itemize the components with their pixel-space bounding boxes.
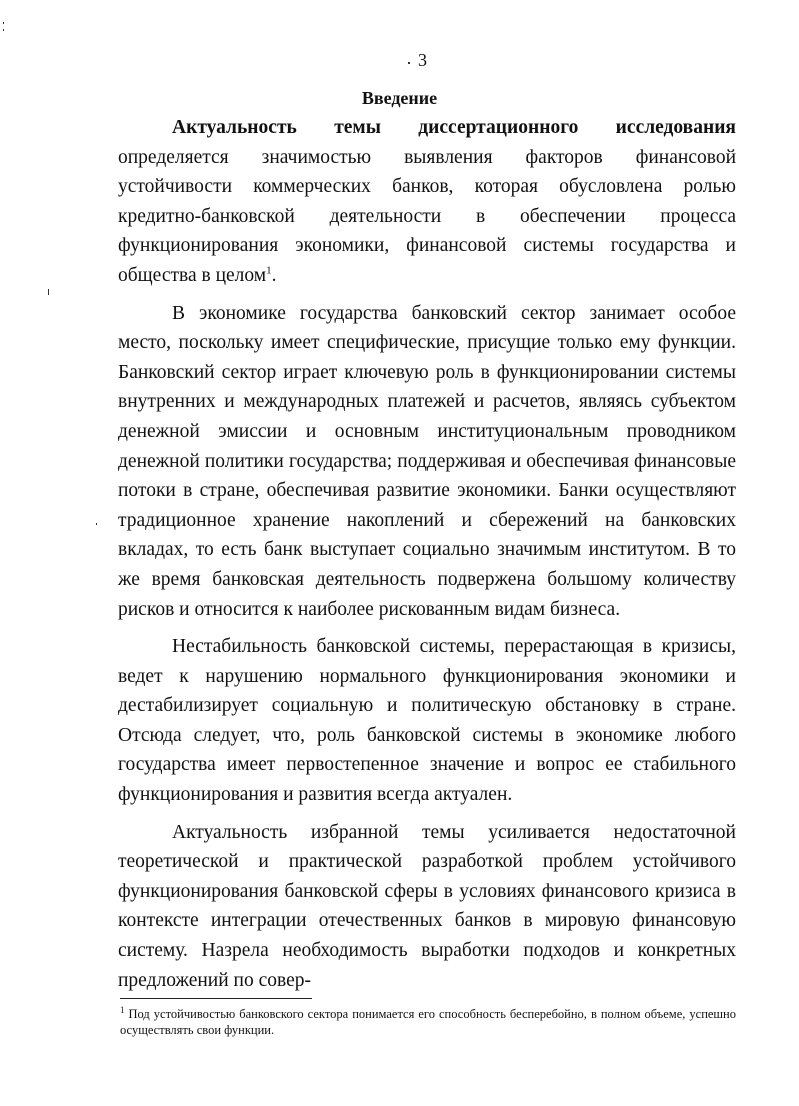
footnote [120,1006,736,1038]
footnote-text: Под устойчивостью банковского сектора понимается его способность бесперебойно, в полном объеме, успешно осуществлять свои функции. [120,1007,736,1037]
paragraph-text: определяется значимостью выявления факторов финансовой устойчивости коммерческих банков, которая обусловлена ролью кредитно-банковской деятельности в обеспечении процесса функционирования экономики, финансовой системы государства и общества в целом [118,146,736,286]
footnote-reference[interactable]: 1 [266,264,272,277]
section-heading: Введение [361,88,438,108]
scan-speck [96,523,97,525]
paragraph-tail: . [271,264,277,286]
scan-speck [3,22,4,24]
page-number: 3 [418,50,427,70]
scan-speck [48,289,49,295]
paragraph-banking-sector: В экономике государства банковский сектор занимает особое место, поскольку имеет специфические, присущие только ему функции. Банковский сектор играет ключевую роль в функционировании системы внутренних и международных платежей и расчетов, являясь субъектом денежной эмиссии и основным институциональным проводником денежной политики государства; поддерживая и обеспечивая финансовые потоки в стране, обеспечивая развитие экономики. Банки осуществляют традиционное хранение накоплений и сбережений на банковских вкладах, то есть банк выступает социально значимым институтом. В то же время банковская деятельность подвержена большому количеству рисков и относится к наиболее рискованным видам бизнеса. [118,302,736,620]
paragraph-topic-relevance: Актуальность избранной темы усиливается недостаточной теоретической и практической разработкой проблем устойчивого функционирования банковской сферы в условиях финансового кризиса в контексте интеграции отечественных банков в мировую финансовую систему. Назрела необходимость выработки подходов и конкретных предложений по совер- [118,821,736,991]
paragraph-instability: Нестабильность банковской системы, перерастающая в кризисы, ведет к нарушению нормального функционирования экономики и дестабилизирует социальную и политическую обстановку в стране. Отсюда следует, что, роль банковской системы в экономике любого государства имеет первостепенное значение и вопрос ее стабильного функционирования и развития всегда актуален. [118,636,736,806]
footnote-number: 1 [120,1004,125,1015]
paragraph-relevance [118,113,736,291]
paragraph-lead: Актуальность темы диссертационного исследования [172,117,736,138]
scan-speck [3,29,4,31]
body-text [118,113,736,995]
footnote-divider [120,998,312,999]
scan-speck [408,62,410,64]
